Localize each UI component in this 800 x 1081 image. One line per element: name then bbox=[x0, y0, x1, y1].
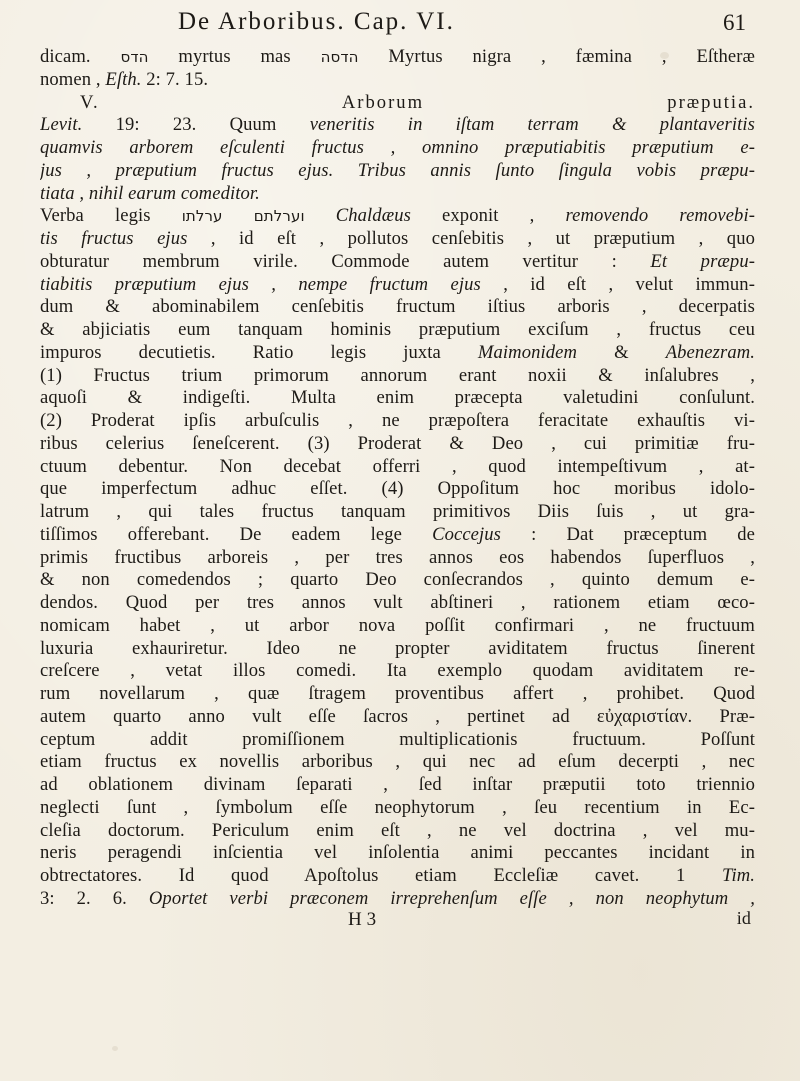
text-run: impuros decutietis. Ratio legis juxta bbox=[40, 341, 478, 363]
text-run: autem quarto anno vult eſſe ſacros , pertinet ad εὐχαριστίαν. Præ- bbox=[40, 705, 755, 727]
text-line bbox=[40, 387, 755, 410]
page-number: 61 bbox=[723, 10, 746, 35]
text-run: ctuum debentur. Non decebat offerri , quod intempeſtivum , at- bbox=[40, 455, 755, 477]
text-line bbox=[40, 319, 755, 342]
catchword: id bbox=[736, 907, 751, 928]
italic-text: Coccejus bbox=[432, 523, 502, 545]
text-line bbox=[40, 251, 755, 274]
running-title: De Arboribus. Cap. VI. bbox=[178, 8, 455, 35]
text-line bbox=[40, 842, 755, 865]
italic-text: Abenezram. bbox=[665, 341, 755, 363]
text-run: primis fructibus arboreis , per tres annos eos habendos ſuperfluos , bbox=[40, 546, 755, 568]
italic-text: Eſth. bbox=[105, 68, 142, 90]
text-run: Myrtus nigra , fæmina , Eſtheræ bbox=[358, 46, 755, 67]
text-run: latrum , qui tales fructus tanquam primitivos Diis ſuis , ut gra- bbox=[40, 501, 755, 522]
text-run: neglecti ſunt , ſymbolum eſſe neophytorum , ſeu recentium in Ec- bbox=[40, 796, 755, 818]
text-line bbox=[40, 410, 755, 433]
italic-text: jus , præputium fructus ejus. Tribus annis ſunto ſingula vobis præpu- bbox=[40, 159, 755, 181]
italic-text: Maimonidem bbox=[477, 341, 578, 363]
text-run: creſcere , vetat illos comedi. Ita exemplo quodam aviditatem re- bbox=[40, 660, 755, 682]
text-run: , id eſt , velut immun- bbox=[480, 273, 755, 295]
text-line bbox=[40, 205, 755, 228]
text-run: nomen , bbox=[40, 68, 106, 90]
text-run bbox=[305, 205, 336, 226]
italic-text: Levit. bbox=[40, 114, 83, 136]
text-line bbox=[40, 46, 755, 69]
text-line bbox=[40, 683, 755, 706]
text-line bbox=[40, 706, 755, 729]
page-footer bbox=[40, 907, 755, 933]
page-header bbox=[0, 8, 800, 40]
text-line bbox=[40, 660, 755, 683]
text-run: tiſſimos offerebant. De eadem lege bbox=[40, 523, 433, 545]
italic-text: quamvis arborem eſculenti fructus , omnino præputiabitis præputium e- bbox=[40, 137, 755, 158]
text-run: que imperfectum adhuc eſſet. (4) Oppoſitum hoc moribus idolo- bbox=[40, 478, 755, 500]
hebrew-word: הדס bbox=[120, 48, 149, 66]
text-line bbox=[40, 638, 755, 661]
italic-text: tiabitis præputium ejus , nempe fructum ejus bbox=[40, 273, 481, 295]
text-run: myrtus mas bbox=[148, 46, 321, 67]
text-run: obturatur membrum virile. Commode autem vertitur : bbox=[40, 250, 651, 272]
text-line bbox=[40, 865, 755, 888]
text-line bbox=[40, 615, 755, 638]
text-line bbox=[40, 501, 755, 524]
text-run: , id eſt , pollutos cenſebitis , ut præputium , quo bbox=[187, 228, 755, 249]
text-line bbox=[40, 547, 755, 570]
text-run: V. Arborum præputia. bbox=[80, 91, 755, 113]
text-run: luxuria exhauriretur. Ideo ne propter aviditatem fructus ſinerent bbox=[40, 637, 755, 659]
hebrew-word: וערלתם ערלתו bbox=[181, 207, 305, 226]
italic-text: tiata , nihil earum comeditor. bbox=[40, 182, 260, 204]
body-text bbox=[40, 46, 755, 933]
text-run: & non comedendos ; quarto Deo conſecrandos , quinto demum e- bbox=[40, 569, 755, 591]
text-line bbox=[40, 592, 755, 615]
section-heading bbox=[40, 92, 755, 115]
text-run: & bbox=[577, 341, 666, 363]
text-run: ad oblationem divinam ſeparati , ſed inſtar præputii toto triennio bbox=[40, 774, 755, 795]
text-line bbox=[40, 729, 755, 752]
text-run: : Dat præceptum de bbox=[501, 523, 755, 545]
text-run: ceptum addit promiſſionem multiplicationis fructuum. Poſſunt bbox=[40, 728, 755, 750]
text-run: cleſia doctorum. Periculum enim eſt , ne vel doctrina , vel mu- bbox=[40, 819, 755, 841]
text-run: aquoſi & indigeſti. Multa enim præcepta valetudini conſulunt. bbox=[40, 387, 755, 409]
text-run: dendos. Quod per tres annos vult abſtineri , rationem etiam œco- bbox=[40, 592, 755, 613]
text-line bbox=[40, 69, 755, 92]
italic-text: Tim. bbox=[722, 865, 755, 886]
text-line bbox=[40, 160, 755, 183]
text-run: 2: 7. 15. bbox=[141, 68, 209, 90]
text-line bbox=[40, 888, 755, 911]
paper-stain bbox=[112, 1046, 118, 1051]
text-run: exponit , bbox=[410, 205, 566, 227]
italic-text: Et præpu- bbox=[650, 250, 755, 272]
italic-text: removendo removebi- bbox=[565, 205, 755, 227]
text-line bbox=[40, 114, 755, 137]
text-run: rum novellarum , quæ ſtragem proventibus affert , prohibet. Quod bbox=[40, 683, 755, 704]
text-line bbox=[40, 820, 755, 843]
text-line bbox=[40, 524, 755, 547]
text-line bbox=[40, 365, 755, 388]
text-line bbox=[40, 751, 755, 774]
text-run: etiam fructus ex novellis arboribus , qui nec ad eſum decerpti , nec bbox=[40, 751, 755, 773]
text-line bbox=[40, 774, 755, 797]
text-line bbox=[40, 797, 755, 820]
text-run: 19: 23. Quum bbox=[82, 114, 310, 136]
text-run: Verba legis bbox=[40, 205, 182, 227]
text-line bbox=[40, 137, 755, 160]
text-run: (1) Fructus trium primorum annorum erant noxii & inſalubres , bbox=[40, 364, 755, 386]
text-line bbox=[40, 183, 755, 206]
text-run: nomicam habet , ut arbor nova poſſit confirmari , ne fructuum bbox=[40, 614, 755, 636]
text-run: & abjiciatis eum tanquam hominis præputium exciſum , fructus ceu bbox=[40, 319, 755, 340]
text-line bbox=[40, 478, 755, 501]
text-line bbox=[40, 569, 755, 592]
text-run: obtrectatores. Id quod Apoſtolus etiam Eccleſiæ cavet. 1 bbox=[40, 865, 723, 886]
italic-text: tis fructus ejus bbox=[40, 228, 188, 249]
italic-text: Oportet verbi præconem irreprehenſum eſſe , non neophytum , bbox=[148, 887, 755, 909]
text-run: neris peragendi inſcientia vel inſolentia animi peccantes incidant in bbox=[40, 842, 755, 864]
text-line bbox=[40, 456, 755, 479]
text-line bbox=[40, 228, 755, 251]
text-run: 3: 2. 6. bbox=[40, 887, 149, 909]
text-line bbox=[40, 274, 755, 297]
text-run: dicam. bbox=[40, 46, 121, 67]
text-run: (2) Proderat ipſis arbuſculis , ne præpoſtera feracitate exhauſtis vi- bbox=[40, 410, 755, 431]
paper-stain bbox=[660, 52, 669, 59]
hebrew-word: הדסה bbox=[320, 48, 359, 66]
text-run: dum & abominabilem cenſebitis fructum iſtius arboris , decerpatis bbox=[40, 296, 755, 318]
text-run: ribus celerius ſeneſcerent. (3) Proderat & Deo , cui primitiæ fru- bbox=[40, 432, 755, 454]
text-line bbox=[40, 342, 755, 365]
italic-text: veneritis in iſtam terram & plantaveritis bbox=[309, 114, 755, 136]
text-line bbox=[40, 296, 755, 319]
signature-mark: H 3 bbox=[348, 908, 377, 930]
italic-text: Chaldæus bbox=[335, 205, 411, 227]
text-line bbox=[40, 433, 755, 456]
